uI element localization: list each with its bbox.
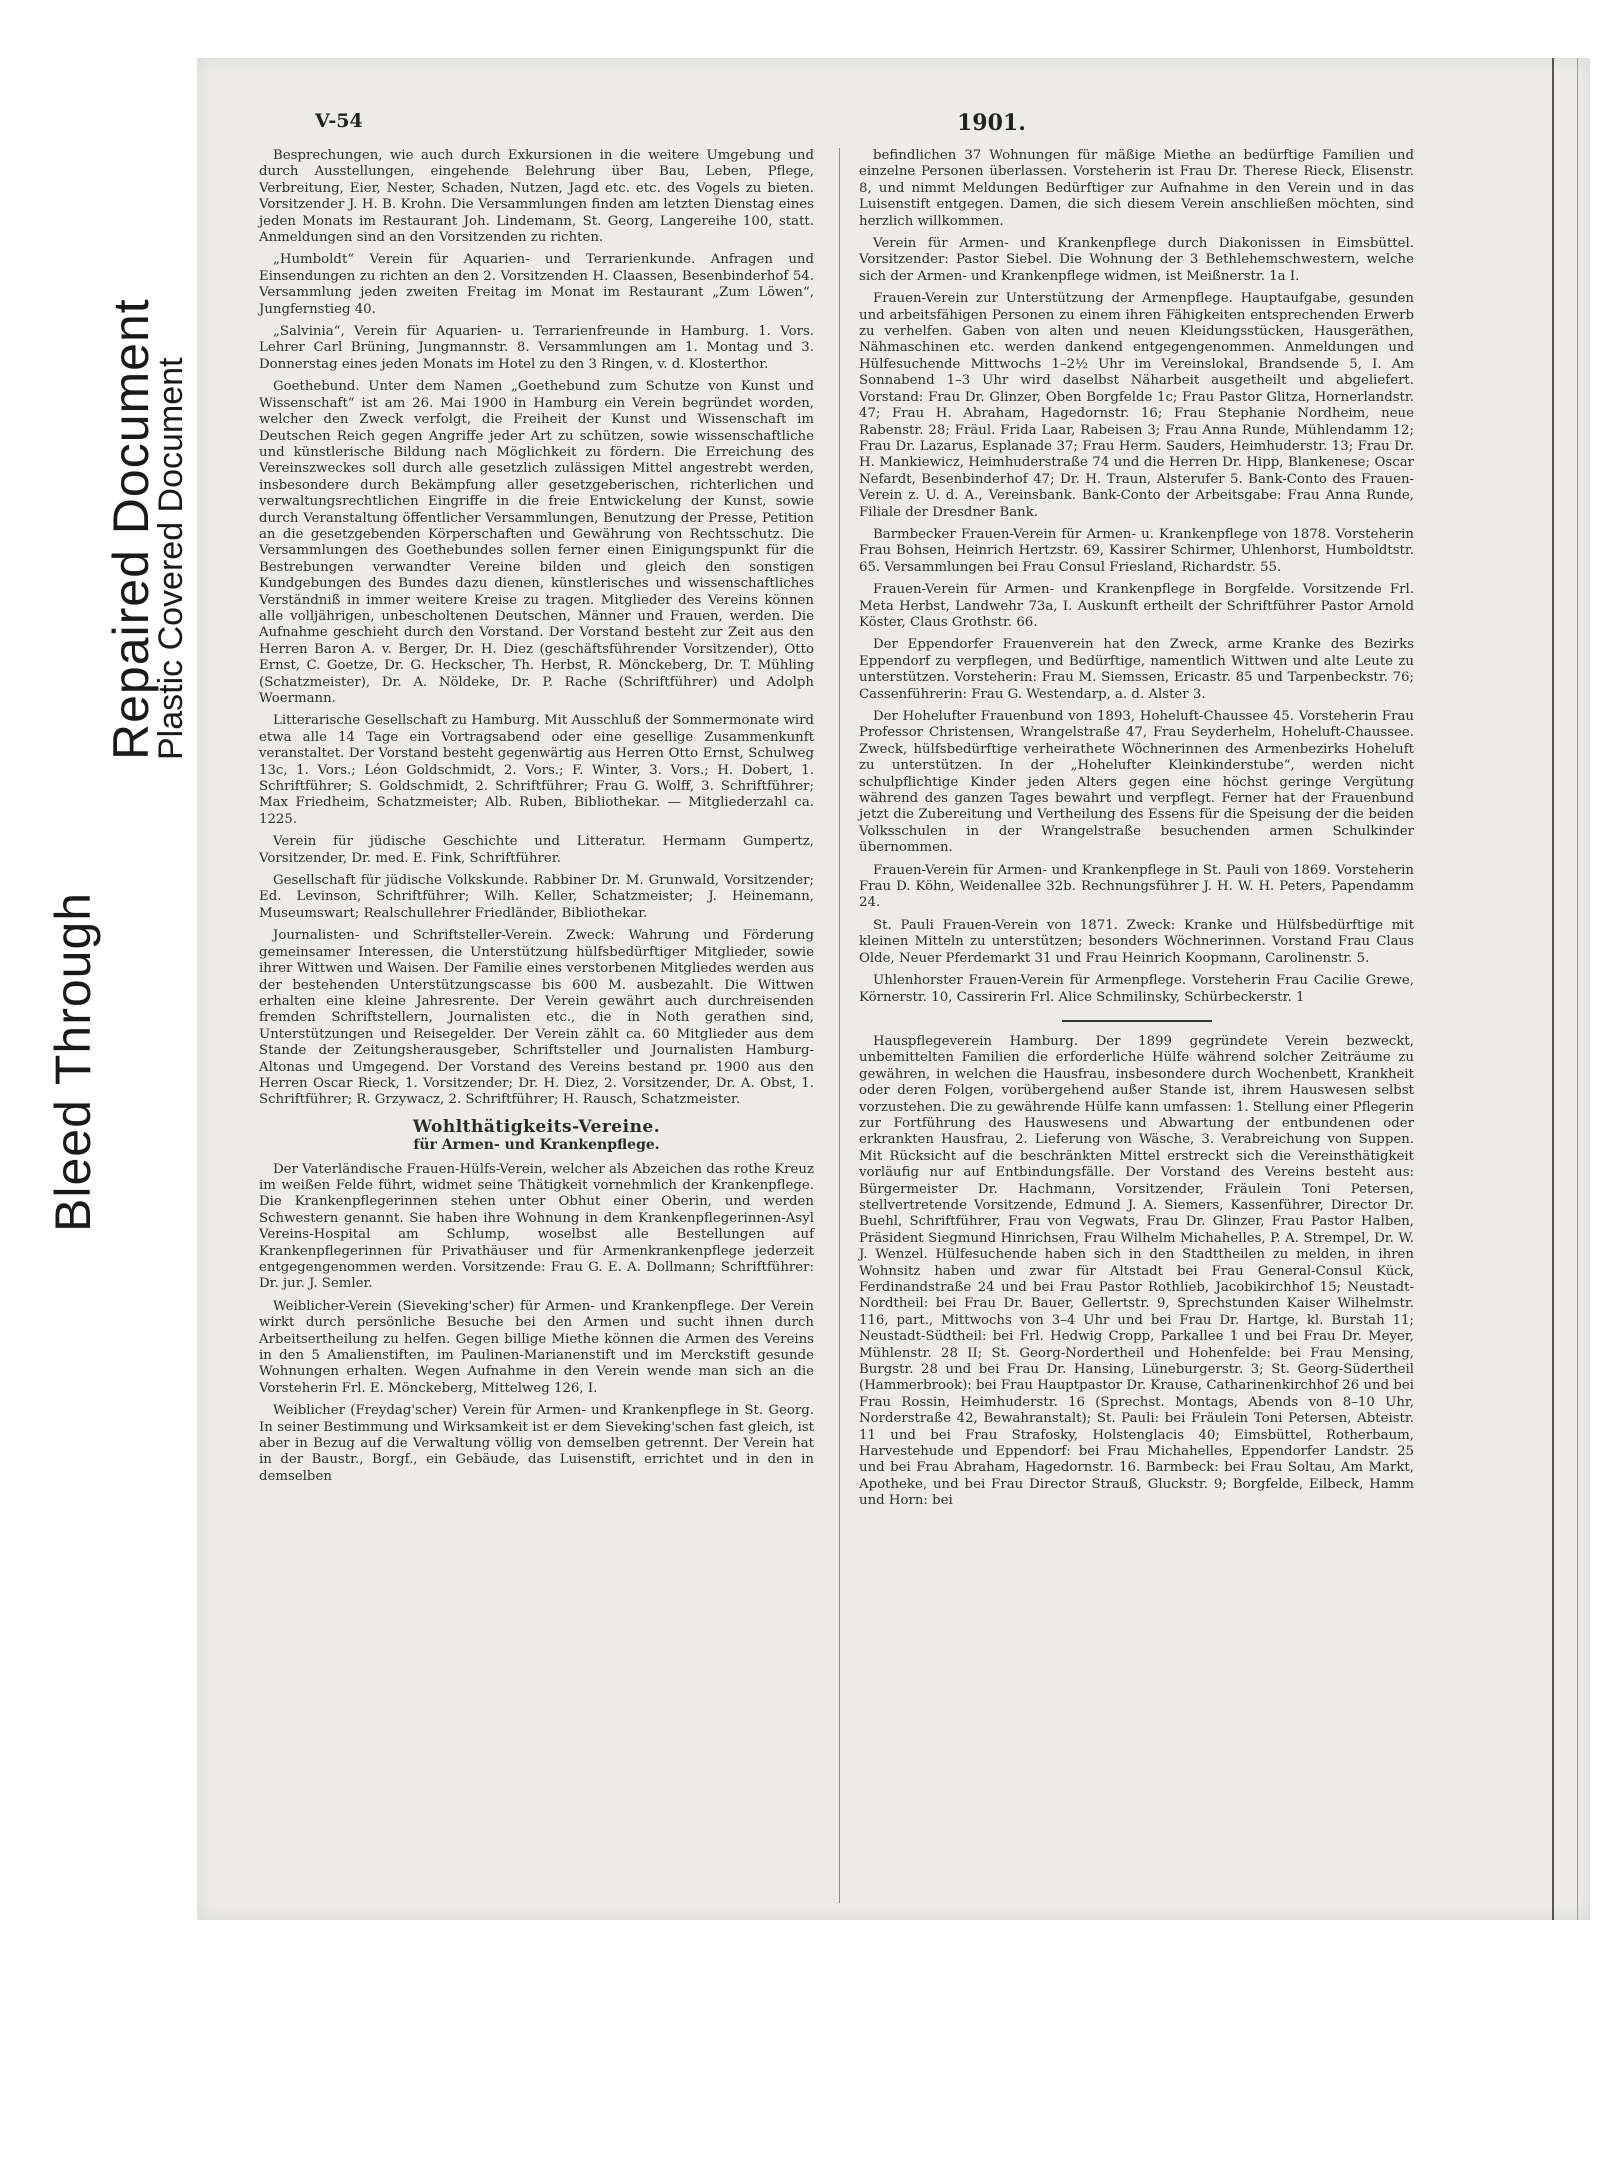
page-year: 1901.: [957, 110, 1026, 136]
entry-litterarische-gesellschaft: Litterarische Gesellschaft zu Hamburg. Mit Ausschluß der Sommermonate wird etwa alle 14 Tage ein Vortragsabend oder eine gesellige Zusammenkunft veranstaltet. Der Vorstand besteht gegenwärtig aus Herren Otto Ernst, Schulweg 13c, 1. Vors.; Léon Goldschmidt, 2. Vors.; F. Winter, 3. Vors.; H. Dobert, 1. Schriftführer; S. Goldschmidt, 2. Schriftführer; Frau G. Wolff, 3. Schriftführer; Max Friedheim, Schatzmeister; Alb. Ruben, Bibliothekar. — Mitgliederzahl ca. 1225.: [259, 713, 814, 827]
section-subtitle: für Armen- und Krankenpflege.: [413, 1137, 660, 1154]
entry-vaterlaendischer-frauen-verein: Der Vaterländische Frauen-Hülfs-Verein, welcher als Abzeichen das rothe Kreuz im weißen Felde führt, widmet seine Thätigkeit vornehmlich der Krankenpflege. Die Krankenpflegerinnen stehen unter Obhut einer Oberin, und werden Schwestern genannt. Sie haben ihre Wohnung in dem Krankenpflegerinnen-Asyl Vereins-Hospital am Schlump, woselbst alle Bestellungen auf Krankenpflegerinnen für Privathäuser und für Armenkrankenpflege jederzeit entgegengenommen werden. Vorsitzende: Frau G. E. A. Dollmann; Schriftführer: Dr. jur. J. Semler.: [259, 1161, 814, 1292]
page-edge-line-outer: [1577, 58, 1578, 1920]
entry-frauen-verein-armenpflege: Frauen-Verein zur Unterstützung der Armenpflege. Hauptaufgabe, gesunden und arbeitsfähigen Personen zu einem ihren Fähigkeiten entsprechenden Erwerb zu verhelfen. Gaben von alten und neuen Kleidungsstücken, Hausgeräthen, Nähmaschinen etc. werden dankend entgegengenommen. Anmeldungen und Hülfesuchende Mittwochs 1–2½ Uhr im Vereinslokal, Brandsende 5, I. Am Sonnabend 1–3 Uhr wird daselbst Näharbeit ausgetheilt und abgeliefert. Vorstand: Frau Dr. Glinzer, Oben Borgfelde 1c; Frau Pastor Glitza, Hornerlandstr. 47; Frau H. Abraham, Hagedornstr. 16; Frau Stephanie Nordheim, neue Rabenstr. 28; Fräul. Frida Laar, Rabeisen 3; Frau Anna Runde, Mühlendamm 12; Frau Dr. Lazarus, Esplanade 37; Frau Herm. Sauders, Heimhuderstr. 13; Frau Dr. H. Mankiewicz, Heimhuderstraße 74 und die Herren Dr. Hipp, Blankenese; Oscar Nefardt, Besenbinderhof 47; Dr. H. Traun, Alsterufer 5. Bank-Conto des Frauen-Verein z. U. d. A., Vereinsbank. Bank-Conto der Arbeitsgabe: Frau Anna Runde, Filiale der Dresdner Bank.: [859, 291, 1414, 520]
repaired-document-label: Repaired Document: [103, 298, 159, 760]
bleed-through-label: Bleed Through: [45, 891, 101, 1232]
side-labels: [30, 60, 190, 1240]
scanned-page: [197, 58, 1590, 1920]
plastic-covered-label: Plastic Covered Document: [152, 357, 190, 760]
left-column: [259, 148, 814, 1491]
entry-humboldt: „Humboldt“ Verein für Aquarien- und Terrarienkunde. Anfragen und Einsendungen zu richten an den 2. Vorsitzenden H. Claassen, Besenbinderhof 54. Versammlung jeden zweiten Freitag im Monat im Restaurant „Zum Löwen“, Jungfernstieg 40.: [259, 252, 814, 317]
entry-journalisten-verein: Journalisten- und Schriftsteller-Verein. Zweck: Wahrung und Förderung gemeinsamer Interessen, die Unterstützung hülfsbedürftiger Mitglieder, sowie ihrer Wittwen und Waisen. Der Familie eines verstorbenen Mitgliedes werden aus der bestehenden Unterstützungscasse bis 600 M. ausbezahlt. Die Wittwen erhalten eine kleine Jahresrente. Der Verein gewährt auch durchreisenden fremden Schriftstellern, Journalisten etc., die in Noth gerathen sind, Unterstützungen und Reisegelder. Der Verein zählt ca. 60 Mitglieder aus dem Stande der Zeitungsherausgeber, Schriftsteller und Journalisten Hamburg-Altonas und Umgegend. Der Vorstand des Vereins bestand pr. 1900 aus den Herren Oscar Rieck, 1. Vorsitzender; Dr. H. Diez, 2. Vorsitzender, Dr. A. Obst, 1. Schriftführer; R. Grzywacz, 2. Schriftführer; H. Rausch, Schatzmeister.: [259, 928, 814, 1108]
entry-juedische-volkskunde: Gesellschaft für jüdische Volkskunde. Rabbiner Dr. M. Grunwald, Vorsitzender; Ed. Levinson, Schriftführer; Wilh. Keller, Schatzmeister; J. Heinemann, Museumswart; Realschullehrer Friedländer, Bibliothekar.: [259, 873, 814, 921]
entry-st-pauli-1869: Frauen-Verein für Armen- und Krankenpflege in St. Pauli von 1869. Vorsteherin Frau D. Köhn, Weidenallee 32b. Rechnungsführer J. H. W. H. Peters, Papendamm 24.: [859, 862, 1414, 911]
entry-eppendorfer-frauenverein: Der Eppendorfer Frauenverein hat den Zweck, arme Kranke des Bezirks Eppendorf zu verpflegen, und Bedürftige, namentlich Wittwen und alte Leute zu unterstützen. Vorsteherin: Frau M. Siemssen, Ericastr. 85 und Tarpenbeckstr. 76; Cassenführerin: Frau G. Westendarp, a. d. Alster 3.: [859, 637, 1414, 702]
page-header: [315, 110, 1500, 136]
entry-juedische-geschichte: Verein für jüdische Geschichte und Litteratur. Hermann Gumpertz, Vorsitzender, Dr. med. E. Fink, Schriftführer.: [259, 834, 814, 866]
entry-goethebund: Goethebund. Unter dem Namen „Goethebund zum Schutze von Kunst und Wissenschaft“ ist am 26. Mai 1900 in Hamburg ein Verein begründet worden, welcher den Zweck verfolgt, die Freiheit der Kunst und Wissenschaft im Deutschen Reich gegen Angriffe jeder Art zu schützen, sowie wissenschaftliche und künstlerische Bildung nach Möglichkeit zu fördern. Die Erreichung des Vereinszweckes soll durch alle gesetzlich zulässigen Mittel angestrebt werden, insbesondere durch Bekämpfung aller gesetzgeberischen, richterlichen und verwaltungsrechtlichen Eingriffe in die freie Entwickelung der Kunst, sowie durch Veranstaltung öffentlicher Versammlungen, Benutzung der Presse, Petition an die gesetzgebenden Körperschaften und Gewährung von Rechtsschutz. Die Versammlungen des Goethebundes sollen ferner einen Einigungspunkt für die Bestrebungen verwandter Vereine bilden und gleich den sonstigen Kundgebungen des Bundes dazu dienen, künstlerisches und wissenschaftliches Verständniß in immer weitere Kreise zu tragen. Mitglieder des Vereins können alle volljährigen, unbescholtenen Deutschen, Männer und Frauen, werden. Die Aufnahme geschieht durch den Vorstand. Der Vorstand besteht zur Zeit aus den Herren Baron A. v. Berger, Dr. H. Diez (geschäftsführender Vorsitzender), Otto Ernst, C. Goetze, Dr. G. Heckscher, Th. Herbst, R. Mönckeberg, Dr. T. Mühling (Schatzmeister), Dr. A. Nöldeke, Dr. P. Rache (Schriftführer) und Adolph Woermann.: [259, 379, 814, 706]
page-edge-line: [1552, 58, 1554, 1920]
page-number: V-54: [315, 110, 363, 132]
entry-hohelufter-frauenbund: Der Hohelufter Frauenbund von 1893, Hoheluft-Chaussee 45. Vorsteherin Frau Professor Christensen, Wrangelstraße 47, Frau Seyderhelm, Hoheluft-Chaussee. Zweck, hülfsbedürftige verheirathete Wöchnerinnen des Armenbezirks Hoheluft zu unterstützen. In der „Hohelufter Kleinkinderstube“, werden nicht schulpflichtige Kinder jeden Alters gegen eine höchst geringe Vergütung während des ganzen Tages bewahrt und verpflegt. Ferner hat der Frauenbund jetzt die Zubereitung und Vertheilung des Essens für die Speisung der die beiden Volksschulen in der Wrangelstraße besuchenden armen Schulkinder übernommen.: [859, 709, 1414, 856]
entry-borgfelde-verein: Frauen-Verein für Armen- und Krankenpflege in Borgfelde. Vorsitzende Frl. Meta Herbst, Landwehr 73a, I. Auskunft ertheilt der Schriftführer Pastor Arnold Köster, Claus Grothstr. 66.: [859, 582, 1414, 630]
entry-barmbecker-frauen-verein: Barmbecker Frauen-Verein für Armen- u. Krankenpflege von 1878. Vorsteherin Frau Bohsen, Heinrich Hertzstr. 69, Kassirer Schirmer, Uhlenhorst, Humboldtstr. 65. Versammlungen bei Frau Consul Friesland, Richardstr. 55.: [859, 526, 1414, 575]
entry-sieveking-verein: Weiblicher-Verein (Sieveking'scher) für Armen- und Krankenpflege. Der Verein wirkt durch persönliche Besuche bei den Armen und sucht ihnen durch Arbeitsertheilung zu helfen. Gegen billige Miethe können die Armen des Vereins in den 5 Amalienstiften, im Paulinen-Marianenstift und im Merckstift gesunde Wohnungen erhalten. Wegen Aufnahme in den Verein wende man sich an die Vorsteherin Frl. E. Mönckeberg, Mittelweg 126, I.: [259, 1298, 814, 1396]
column-divider: [839, 148, 840, 1903]
entry-salvinia: „Salvinia“, Verein für Aquarien- u. Terrarienfreunde in Hamburg. 1. Vors. Lehrer Carl Brüning, Jungmannstr. 8. Versammlungen am 1. Montag und 3. Donnerstag eines jeden Monats im Hotel zu den 3 Ringen, v. d. Klosterthor.: [259, 324, 814, 372]
section-rule: [1062, 1020, 1212, 1022]
entry-uhlenhorster-frauen-verein: Uhlenhorster Frauen-Verein für Armenpflege. Vorsteherin Frau Cacilie Grewe, Körnerstr. 10, Cassirerin Frl. Alice Schmilinsky, Schürbeckerstr. 1: [859, 973, 1414, 1005]
entry-luisenstift-continued: befindlichen 37 Wohnungen für mäßige Miethe an bedürftige Familien und einzelne Personen überlassen. Vorsteherin ist Frau Dr. Therese Rieck, Elisenstr. 8, und nimmt Meldungen Bedürftiger zur Aufnahme in den Verein und in das Luisenstift entgegen. Damen, die sich diesem Verein anschließen möchten, sind herzlich willkommen.: [859, 148, 1414, 229]
entry-st-pauli-1871: St. Pauli Frauen-Verein von 1871. Zweck: Kranke und Hülfsbedürftige mit kleinen Mitteln zu unterstützen; besonders Wöchnerinnen. Vorstand Frau Claus Olde, Neuer Pferdemarkt 31 und Frau Heinrich Koopmann, Carolinenstr. 5.: [859, 917, 1414, 966]
section-title: Wohlthätigkeits-Vereine.: [412, 1116, 661, 1137]
entry-vogelschutz: Besprechungen, wie auch durch Exkursionen in die weitere Umgebung und durch Ausstellungen, eingehende Belehrung über Bau, Leben, Pflege, Verbreitung, Eier, Nester, Schaden, Nutzen, Jagd etc. etc. des Vogels zu bieten. Vorsitzender J. H. B. Krohn. Die Versammlungen finden am letzten Dienstag eines jeden Monats im Restaurant Joh. Lindemann, St. Georg, Langereihe 100, statt. Anmeldungen sind an den Vorsitzenden zu richten.: [259, 148, 814, 246]
entry-hauspflegeverein: Hauspflegeverein Hamburg. Der 1899 gegründete Verein bezweckt, unbemittelten Familien die erforderliche Hülfe während solcher Zeiträume zu gewähren, in welchen die Hausfrau, insbesondere durch Wochenbett, Krankheit oder deren Folgen, vorübergehend außer Stande ist, ihrem Hauswesen selbst vorzustehen. Die zu gewährende Hülfe kann umfassen: 1. Stellung einer Pflegerin zur Fortführung des Hauswesens und Abwartung der entbundenen oder erkrankten Hausfrau, 2. Lieferung von Wäsche, 3. Verabreichung von Suppen. Mit Rücksicht auf die beschränkten Mittel erstreckt sich die Vereinsthätigkeit vorläufig nur auf Entbindungsfälle. Der Vorstand des Vereins besteht aus: Bürgermeister Dr. Hachmann, Vorsitzender, Fräulein Toni Petersen, stellvertretende Vorsitzende, Edmund J. A. Siemers, Kassenführer, Director Dr. Buehl, Schriftführer, Frau von Vegwats, Frau Dr. Glinzer, Frau Pastor Halben, Präsident Siegmund Hinrichsen, Frau Wilhelm Michahelles, P. A. Strempel, Dr. W. J. Wenzel. Hülfesuchende haben sich in den Stadttheilen zu melden, in ihren Wohnsitz haben und zwar für Altstadt bei Frau General-Consul Kück, Ferdinandstraße 24 und bei Frau Pastor Rothlieb, Jacobikirchhof 15; Neustadt-Nordtheil: bei Frau Dr. Bauer, Gellertstr. 9, Sprechstunden Kaiser Wilhelmstr. 116, part., Mittwochs von 3–4 Uhr und bei Frau Dr. Hartge, kl. Burstah 11; Neustadt-Südtheil: bei Frl. Hedwig Cropp, Parkallee 1 und bei Frau Dr. Meyer, Mühlenstr. 28 II; St. Georg-Nordertheil und Hohenfelde: bei Frau Mensing, Burgstr. 28 und bei Frau Dr. Hansing, Lüneburgerstr. 3; St. Georg-Südertheil (Hammerbrook): bei Frau Hauptpastor Dr. Krause, Catharinenkirchhof 26 und bei Frau Rossin, Heimhuderstr. 16 (Sprechst. Montags, Abends von 8–10 Uhr, Norderstraße 42, Bewahranstalt); St. Pauli: bei Fräulein Toni Petersen, Abteistr. 11 und bei Frau Strafosky, Holstenglacis 40; Eimsbüttel, Rotherbaum, Harvestehude und Eppendorf: bei Frau Michahelles, Eppendorfer Landstr. 25 und bei Frau Abraham, Hagedornstr. 16. Barmbeck: bei Frau Soltau, Am Markt, Apotheke, und bei Frau Director Strauß, Gluckstr. 9; Borgfelde, Eilbeck, Hamm und Horn: bei: [859, 1033, 1414, 1509]
right-column: [859, 148, 1414, 1516]
entry-diakonissen-eimsbuettel: Verein für Armen- und Krankenpflege durch Diakonissen in Eimsbüttel. Vorsitzender: Pastor Siebel. Die Wohnung der 3 Bethlehemschwestern, welche sich der Armen- und Krankenpflege widmen, ist Meißnerstr. 1a I.: [859, 236, 1414, 284]
entry-freydag-verein: Weiblicher (Freydag'scher) Verein für Armen- und Krankenpflege in St. Georg. In seiner Bestimmung und Wirksamkeit ist er dem Sieveking'schen fast gleich, ist aber in Bezug auf die Verwaltung völlig von demselben getrennt. Der Verein hat in der Baustr., Borgf., ein Gebäude, das Luisenstift, errichtet und in den in demselben: [259, 1403, 814, 1484]
